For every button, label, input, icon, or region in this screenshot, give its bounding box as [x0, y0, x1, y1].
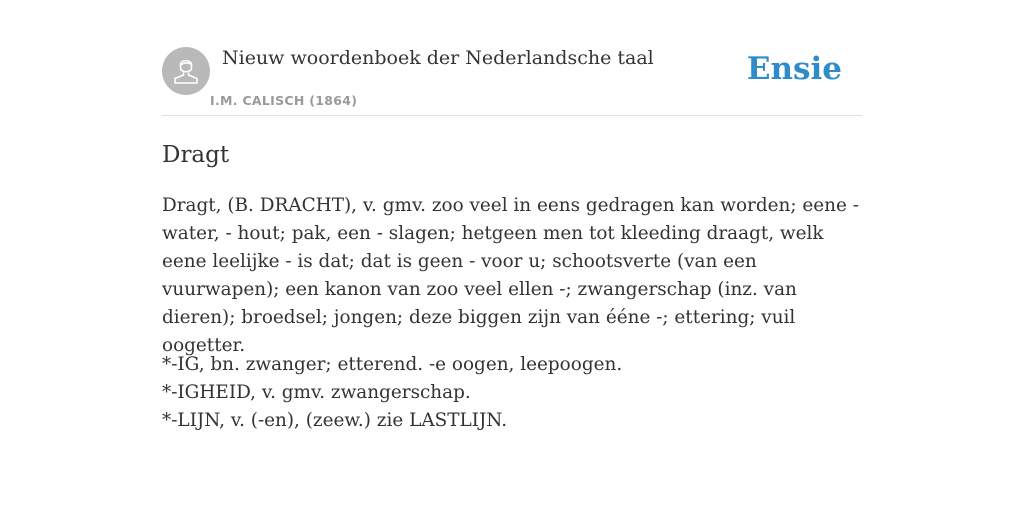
book-title[interactable]: Nieuw woordenboek der Nederlandsche taal — [222, 47, 654, 69]
entry-definition: Dragt, (B. DRACHT), v. gmv. zoo veel in eens gedragen kan worden; eene - water, - hout; pak, een - slagen; hetgeen men tot kleeding draagt, welk eene leelijke - is dat; dat is geen - voor u; schootsverte (van een vuurwapen); een kanon van zoo veel ellen -; zwangerschap (inz. van dieren); broedsel; jongen; deze biggen zijn van ééne -; ettering; vuil oogetter. — [162, 195, 859, 356]
entry-headword: Dragt — [162, 142, 230, 168]
derived-form-item: *-LIJN, v. (-en), (zeew.) zie LASTLIJN. — [162, 410, 508, 431]
entry-header — [162, 0, 862, 116]
user-avatar-icon — [162, 47, 210, 95]
derived-form-item: *-IGHEID, v. gmv. zwangerschap. — [162, 382, 471, 403]
derived-form-item: *-IG, bn. zwanger; etterend. -e oogen, leepoogen. — [162, 354, 623, 375]
derived-forms-list — [162, 351, 862, 435]
content-container — [162, 0, 862, 431]
brand-logo[interactable]: Ensie — [746, 51, 842, 87]
book-author[interactable]: I.M. CALISCH (1864) — [210, 93, 358, 108]
